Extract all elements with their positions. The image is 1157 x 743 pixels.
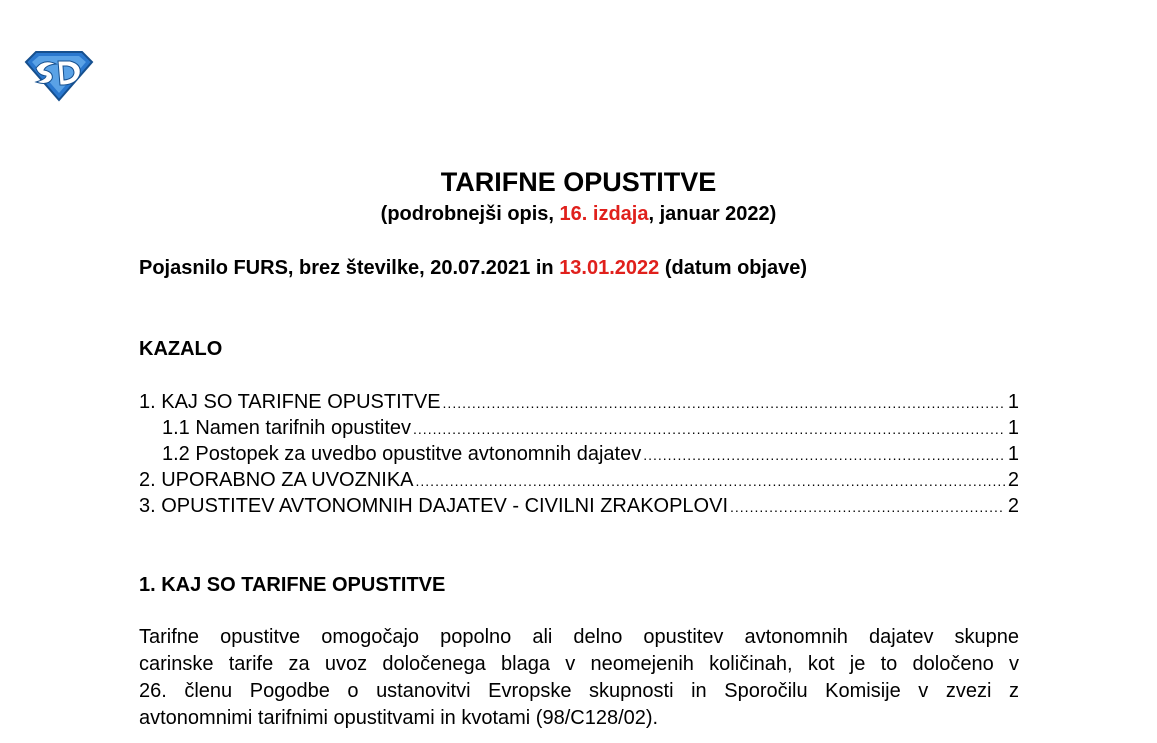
paragraph-line: Tarifne opustitve omogočajo popolno ali delno opustitev avtonomnih dajatev skupne	[139, 626, 1019, 648]
paragraph-line: carinske tarife za uvoz določenega blaga v neomejenih količinah, kot je to določeno v	[139, 653, 1019, 675]
toc-entry-page: 1	[1007, 391, 1019, 413]
toc-heading: KAZALO	[139, 338, 223, 360]
clarification-suffix: (datum objave)	[659, 257, 808, 279]
clarification-line	[139, 255, 807, 281]
paragraph-line: avtonomnimi tarifnimi opustitvami in kvotami (98/C128/02).	[139, 707, 659, 729]
subtitle-suffix: , januar 2022)	[648, 203, 777, 225]
toc-entry[interactable]	[139, 467, 1019, 493]
toc-entry-label: 2. UPORABNO ZA UVOZNIKA	[139, 469, 414, 491]
toc-entry[interactable]	[139, 389, 1019, 415]
toc-entry-page: 1	[1007, 417, 1019, 439]
paragraph-line: 26. členu Pogodbe o ustanovitvi Evropske skupnosti in Sporočilu Komisije v zvezi z	[139, 680, 1019, 702]
section-heading: 1. KAJ SO TARIFNE OPUSTITVE	[139, 574, 446, 596]
toc-entry[interactable]	[139, 415, 1019, 441]
toc-entry-label: 3. OPUSTITEV AVTONOMNIH DAJATEV - CIVILNI ZRAKOPLOVI	[139, 495, 729, 517]
table-of-contents	[139, 389, 1019, 519]
toc-leader-dots	[413, 416, 1005, 442]
toc-entry[interactable]	[139, 493, 1019, 519]
toc-leader-dots	[643, 442, 1005, 468]
toc-entry[interactable]	[139, 441, 1019, 467]
toc-entry-page: 2	[1007, 495, 1019, 517]
section-paragraph	[139, 624, 1019, 732]
subtitle-prefix: (podrobnejši opis,	[380, 203, 560, 225]
toc-entry-label: 1.1 Namen tarifnih opustitev	[162, 417, 412, 439]
document-subtitle	[0, 201, 1157, 227]
clarification-prefix: Pojasnilo FURS, brez številke, 20.07.2021 in	[139, 257, 560, 279]
toc-entry-page: 2	[1007, 469, 1019, 491]
toc-leader-dots	[443, 390, 1005, 416]
edition-number: 16. izdaja	[559, 203, 649, 225]
publication-date: 13.01.2022	[559, 257, 660, 279]
toc-leader-dots	[416, 468, 1005, 494]
document-title: TARIFNE OPUSTITVE	[440, 167, 717, 197]
toc-entry-page: 1	[1007, 443, 1019, 465]
toc-leader-dots	[730, 494, 1005, 520]
company-logo	[22, 48, 96, 104]
sd-diamond-logo-icon	[22, 48, 96, 104]
toc-entry-label: 1.2 Postopek za uvedbo opustitve avtonomnih dajatev	[162, 443, 642, 465]
toc-entry-label: 1. KAJ SO TARIFNE OPUSTITVE	[139, 391, 441, 413]
